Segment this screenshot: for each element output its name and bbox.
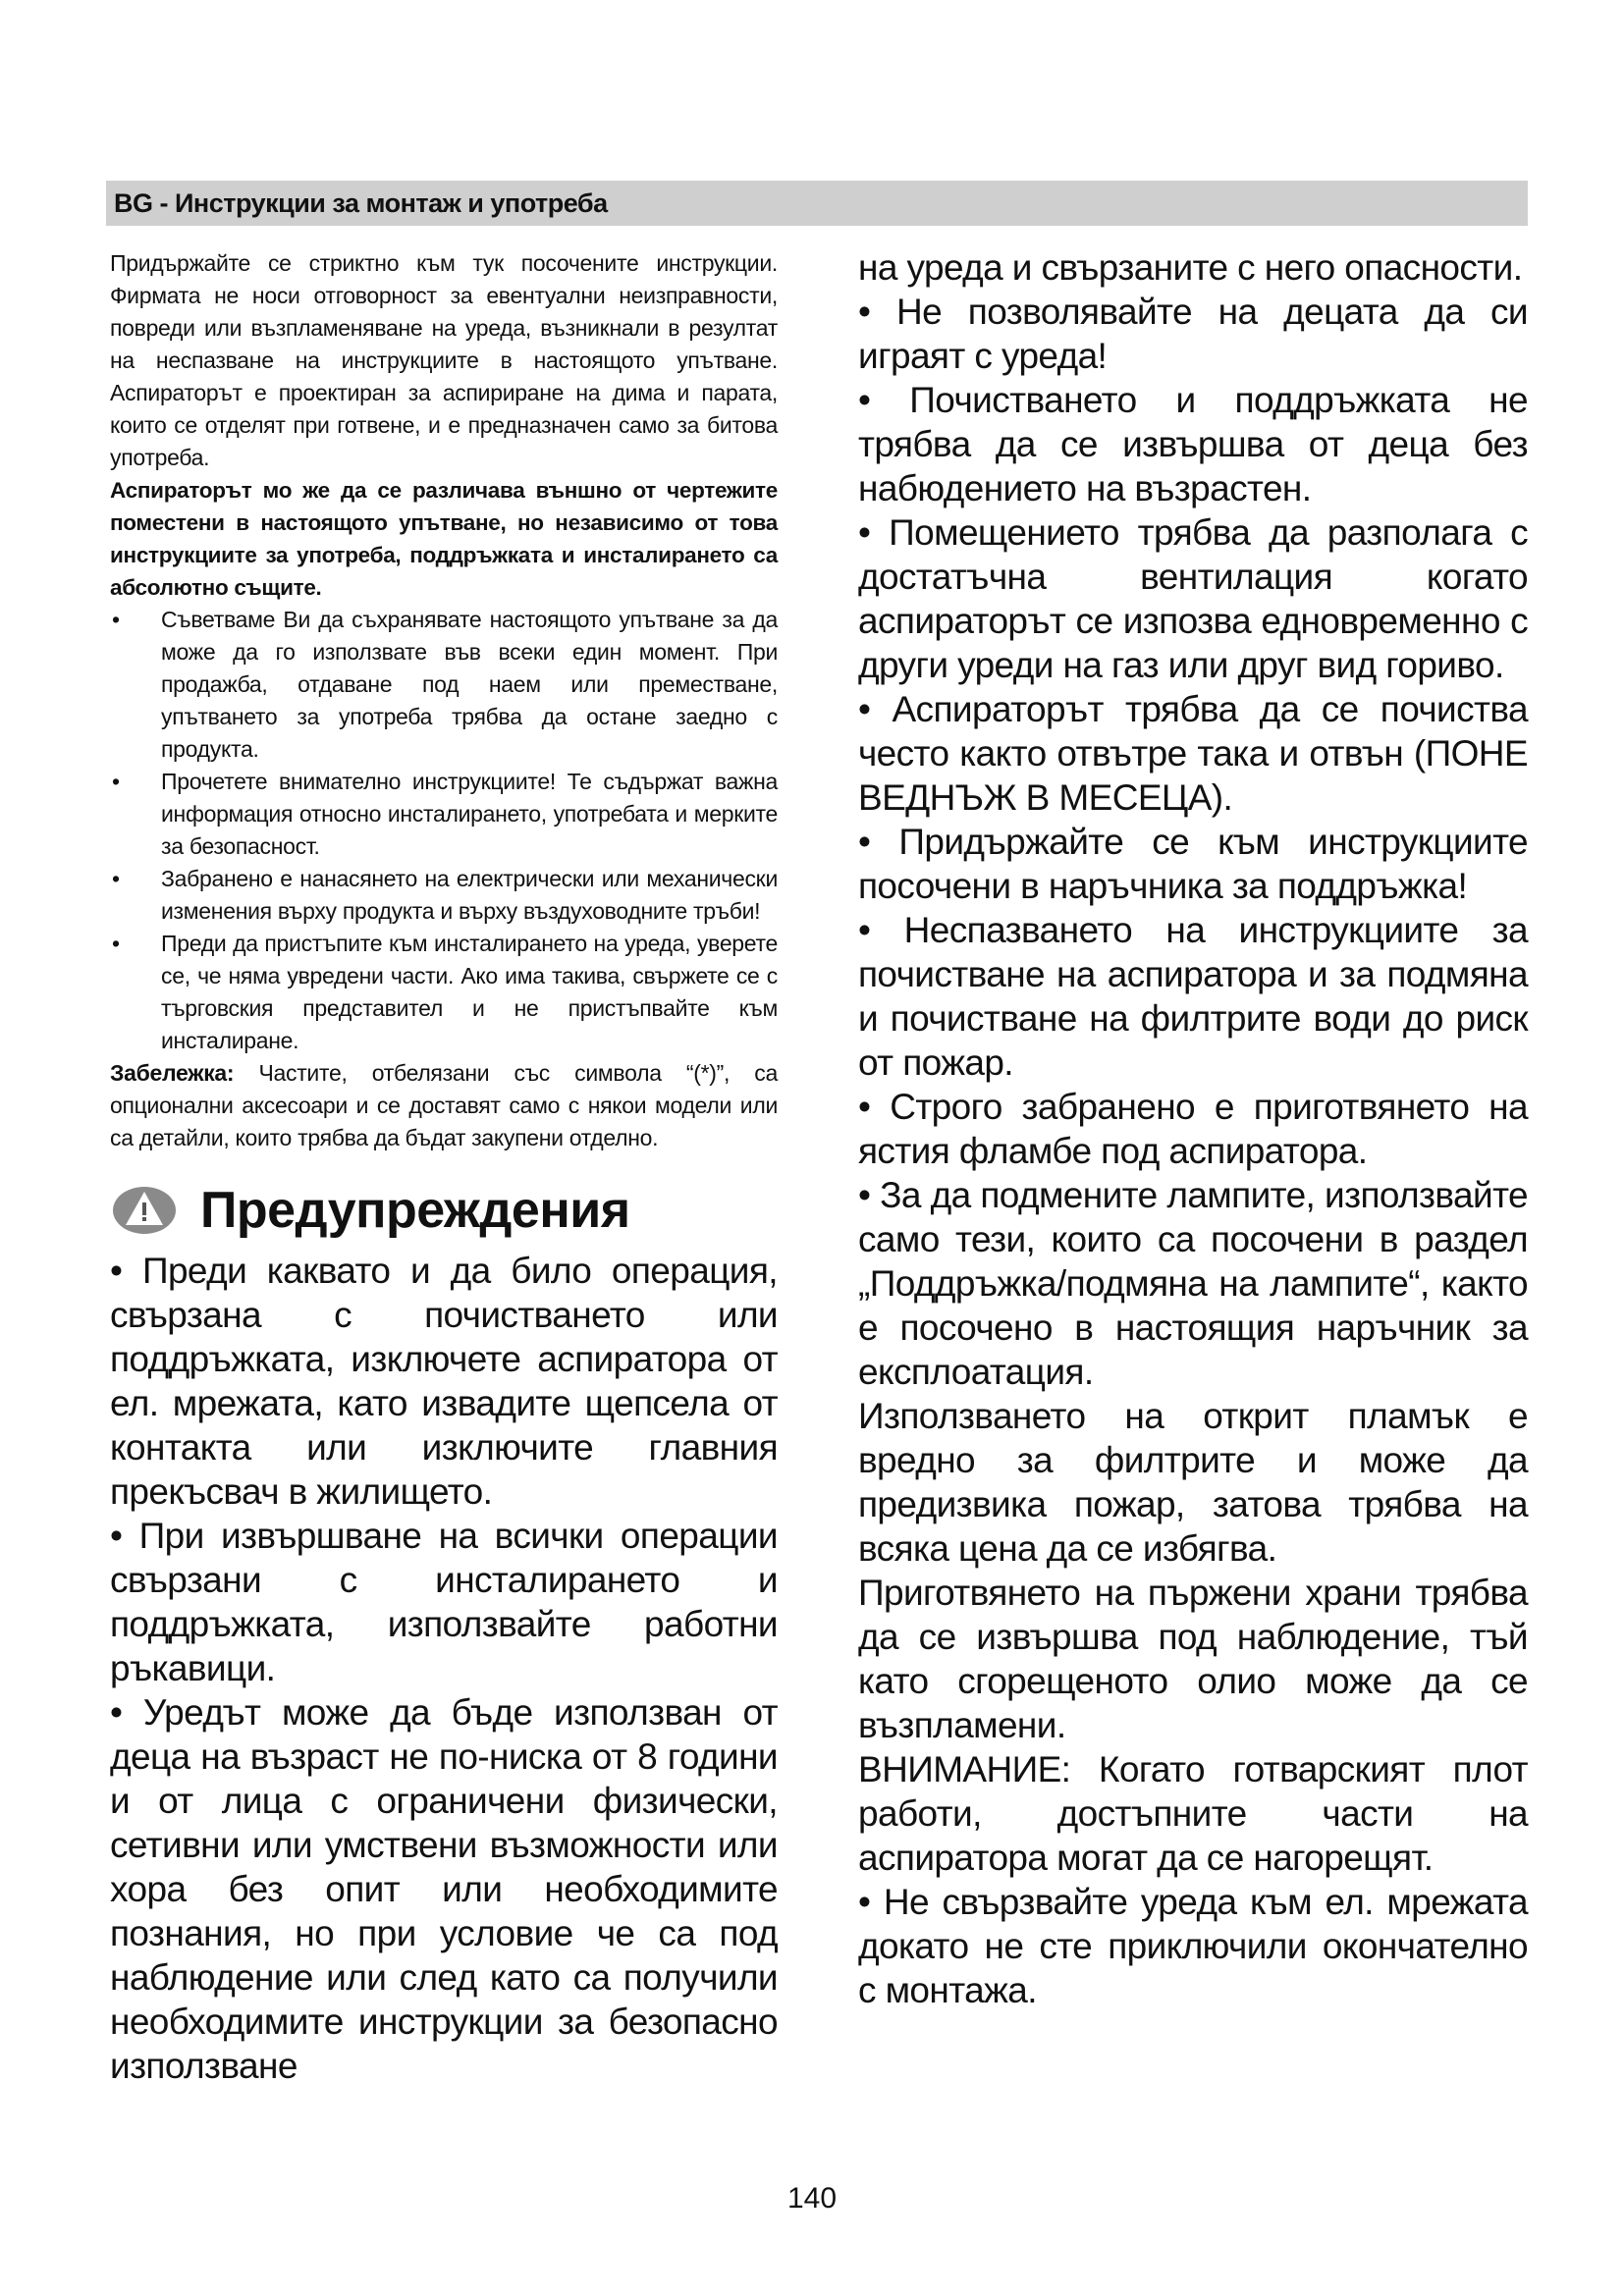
- warning-item: • За да подмените лампите, използвайте само тези, които са посочени в раздел „Поддръжка/подмяна на лампите“, както е посочено в настоящия наръчник за експлоатация.: [858, 1175, 1528, 1392]
- section-header-bar: [106, 181, 1528, 226]
- warning-item: ВНИМАНИЕ: Когато готварският плот работи, достъпните части на аспиратора могат да се нагорещят.: [858, 1749, 1528, 1878]
- left-column: [110, 247, 778, 2088]
- intro-bullet-item: [110, 604, 778, 766]
- warning-item: Използването на открит пламък е вредно за филтрите и може да предизвика пожар, затова трябва на всяка цена да се избягва.: [858, 1396, 1528, 1569]
- intro-bullet-item: [110, 863, 778, 928]
- note-paragraph: [110, 1057, 778, 1154]
- intro-bullet-text: Съветваме Ви да съхранявате настоящото упътване за да може да го използвате във всеки един момент. При продажба, отдаване под наем или преместване, упътването за употреба трябва да остане заедно с продукта.: [161, 607, 778, 762]
- warning-item: • Строго забранено е приготвянето на ястия фламбе под аспиратора.: [858, 1087, 1528, 1171]
- warning-item: • Аспираторът трябва да се почиства често както отвътре така и отвън (ПОНЕ ВЕДНЪЖ В МЕСЕЦА).: [858, 689, 1528, 818]
- warning-item: • Уредът може да бъде използван от деца на възраст не по-ниска от 8 години и от лица с ограничени физически, сетивни или умствени възможности или хора без опит или необходимите познания, но при условие че са под наблюдение или след като са получили необходимите инструкции за безопасно използване: [110, 1692, 778, 2086]
- warning-item: • Неспазването на инструкциите за почистване на аспиратора и за подмяна и почистване на филтрите води до риск от пожар.: [858, 910, 1528, 1083]
- bullet-dot-icon: •: [112, 931, 120, 956]
- warning-item: • Придържайте се към инструкциите посочени в наръчника за поддръжка!: [858, 822, 1528, 906]
- intro-paragraph: Придържайте се стриктно към тук посочените инструкции. Фирмата не носи отговорност за евентуални неизправности, повреди или възпламеняване на уреда, възникнали в резултат на неспазване на инструкциите в настоящото упътване. Аспираторът е проектиран за аспириране на дима и парата, които се отделят при готвене, и е предназначен само за битова употреба.: [110, 250, 778, 470]
- warning-item: • Не свързвайте уреда към ел. мрежата докато не сте приключили окончателно с монтажа.: [858, 1882, 1528, 2010]
- intro-bullet-text: Преди да пристъпите към инсталирането на уреда, уверете се, че няма увредени части. Ако има такива, свържете се с търговския представител и не пристъпвайте към инсталиране.: [161, 931, 778, 1053]
- note-label: Забележка:: [110, 1060, 235, 1086]
- warnings-heading: [110, 1176, 778, 1245]
- intro-bullet-text: Прочетете внимателно инструкциите! Те съдържат важна информация относно инсталирането, употребата и мерките за безопасност.: [161, 769, 778, 859]
- section-header-title: BG - Инструкции за монтаж и употреба: [114, 188, 608, 218]
- right-column: [858, 245, 1528, 2012]
- warning-item: на уреда и свързаните с него опасности.: [858, 247, 1523, 288]
- warning-item: • При извършване на всички операции свързани с инсталирането и поддръжката, използвайте работни ръкавици.: [110, 1516, 778, 1688]
- warning-item: Приготвянето на пържени храни трябва да се извършва под наблюдение, тъй като сгорещеното олио може да се възпламени.: [858, 1573, 1528, 1745]
- warning-triangle-icon: [112, 1186, 177, 1235]
- page-number: 140: [786, 2182, 838, 2215]
- bullet-dot-icon: •: [112, 866, 120, 891]
- intro-bullet-item: [110, 766, 778, 863]
- bullet-dot-icon: •: [112, 607, 120, 632]
- intro-bullet-text: Забранено е нанасянето на електрически или механически изменения върху продукта и върху въздуховодните тръби!: [161, 866, 778, 924]
- intro-bold-paragraph: Аспираторът мо же да се различава външно от чертежите поместени в настоящото упътване, но независимо от това инструкциите за употреба, поддръжката и инсталирането са абсолютно същите.: [110, 478, 778, 600]
- bullet-dot-icon: •: [112, 769, 120, 794]
- warnings-title: Предупреждения: [200, 1182, 630, 1239]
- intro-bullet-item: [110, 928, 778, 1057]
- warning-item: • Почистването и поддръжката не трябва да се извършва от деца без набюдението на възрастен.: [858, 380, 1528, 508]
- warning-item: • Помещението трябва да разполага с достатъчна вентилация когато аспираторът се изпозва едновременно с други уреди на газ или друг вид гориво.: [858, 512, 1528, 685]
- warning-item: • Не позволявайте на децата да си играят с уреда!: [858, 292, 1528, 376]
- note-text: Частите, отбелязани със символа “(*)”, са опционални аксесоари и се доставят само с някои модели или са детайли, които трябва да бъдат закупени отделно.: [110, 1060, 778, 1150]
- warning-item: • Преди каквато и да било операция, свързана с почистването или поддръжката, изключете аспиратора от ел. мрежата, като извадите щепсела от контакта или изключите главния прекъсвач в жилището.: [110, 1251, 778, 1512]
- intro-bullet-list: [110, 604, 778, 1057]
